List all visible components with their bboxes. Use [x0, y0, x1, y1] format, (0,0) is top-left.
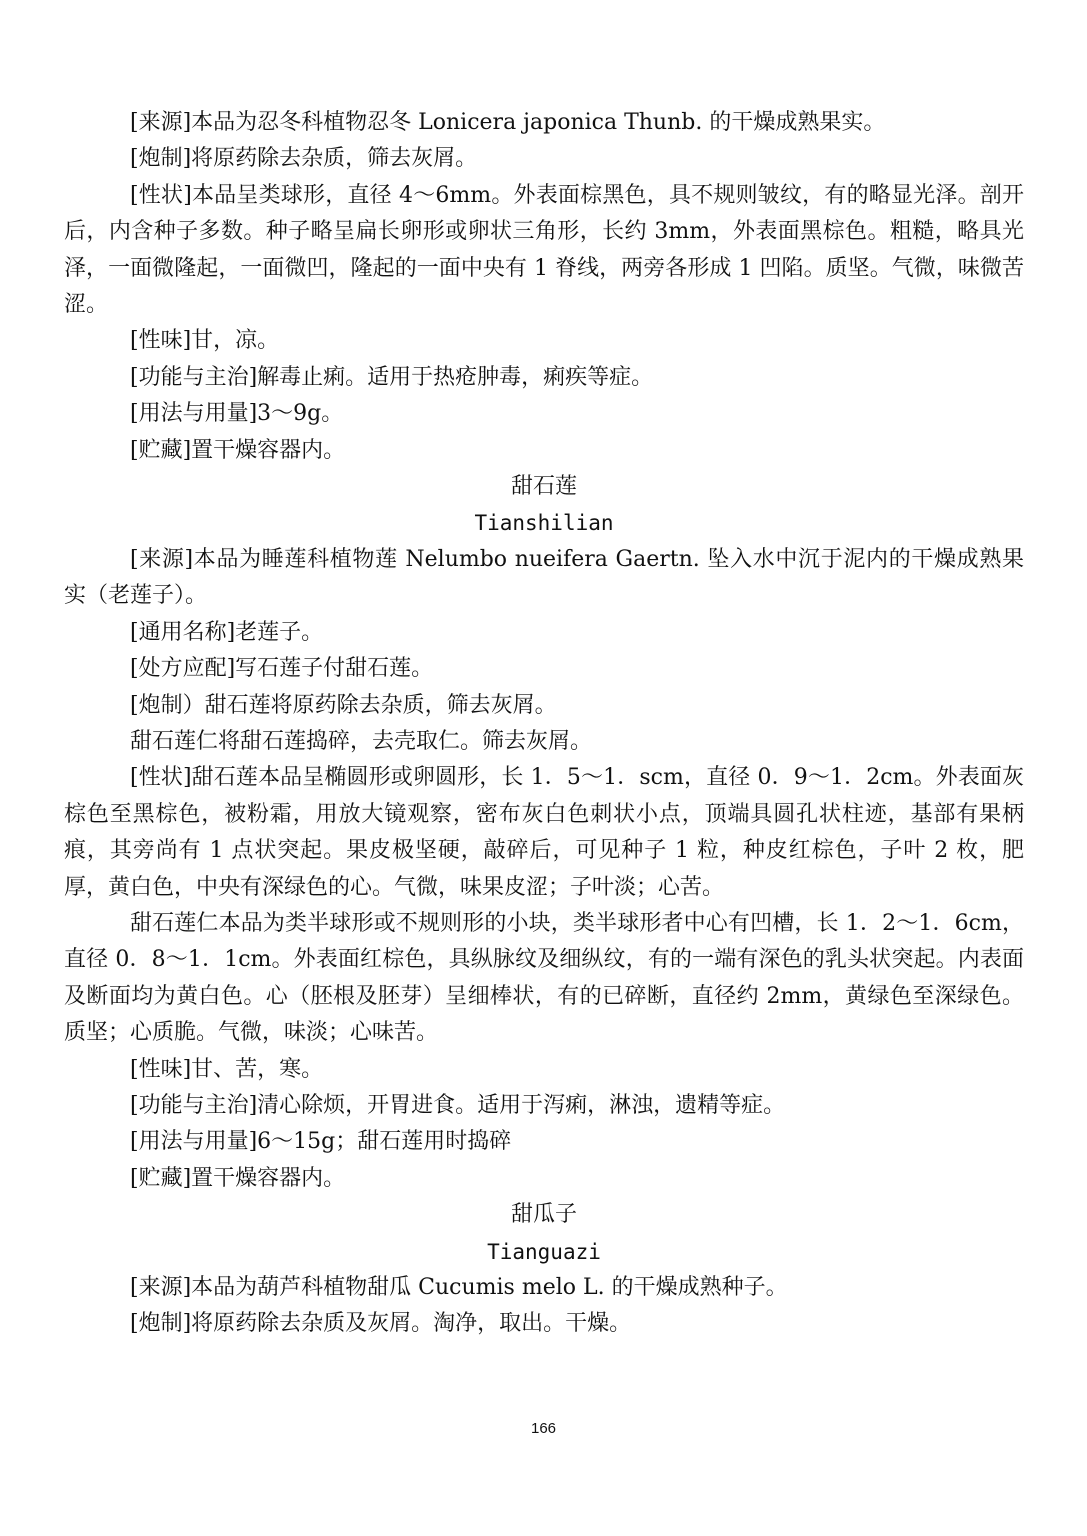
entry-pinyin: Tianguazi	[487, 1239, 601, 1264]
entry-title: 甜瓜子	[510, 1202, 577, 1228]
processing-paragraph: [炮制]将原药除去杂质及灰屑。淘净，取出。干燥。	[130, 1311, 632, 1337]
common-name-paragraph: [通用名称]老莲子。	[130, 619, 324, 645]
page-number: 166	[530, 1420, 557, 1437]
taste-paragraph: [性味]甘、苦，寒。	[130, 1056, 324, 1082]
entry-pinyin: Tianshilian	[474, 511, 614, 536]
processing-paragraph: [炮制]将原药除去杂质，筛去灰屑。	[130, 146, 478, 172]
taste-paragraph: [性味]甘，凉。	[130, 328, 280, 354]
dosage-paragraph: [用法与用量]6～15g；甜石莲用时捣碎	[130, 1129, 512, 1155]
processing-paragraph-2: 甜石莲仁将甜石莲捣碎，去壳取仁。筛去灰屑。	[130, 728, 593, 754]
source-paragraph: [来源]本品为葫芦科植物甜瓜 Cucumis melo L. 的干燥成熟种子。	[130, 1275, 788, 1300]
entry-title: 甜石莲	[510, 474, 577, 500]
properties-paragraph: [性状]甜石莲本品呈椭圆形或卵圆形，长 1．5～1．scm，直径 0．9～1．2cm。外表面灰棕色至黑棕色，被粉霜，用放大镜观察，密布灰白色刺状小点，顶端具圆孔状柱迹，基部有果柄痕，其旁尚有 1 点状突起。果皮极坚硬，敲碎后，可见种子 1 粒，种皮红棕色，子叶 2 枚，肥厚，黄白色，中央有深绿色的心。气微，味果皮涩；子叶淡；心苦。	[64, 765, 1025, 900]
page-content	[64, 105, 1024, 1343]
storage-paragraph: [贮藏]置干燥容器内。	[130, 1165, 346, 1191]
function-paragraph: [功能与主治]解毒止痢。适用于热疮肿毒，痢疾等症。	[130, 364, 654, 390]
storage-paragraph: [贮藏]置干燥容器内。	[130, 437, 346, 463]
properties-paragraph-2: 甜石莲仁本品为类半球形或不规则形的小块，类半球形者中心有凹槽，长 1．2～1．6cm，直径 0．8～1．1cm。外表面红棕色，具纵脉纹及细纵纹，有的一端有深色的乳头状突起。内表面及断面均为黄白色。心（胚根及胚芽）呈细棒状，有的已碎断，直径约 2mm，黄绿色至深绿色。质坚；心质脆。气微，味淡；心味苦。	[64, 910, 1024, 1046]
source-paragraph: [来源]本品为睡莲科植物莲 Nelumbo nueifera Gaertn. 坠入水中沉于泥内的干燥成熟果实（老莲子）。	[64, 546, 1024, 609]
source-paragraph: [来源]本品为忍冬科植物忍冬 Lonicera japonica Thunb. 的干燥成熟果实。	[130, 110, 886, 135]
processing-paragraph: [炮制）甜石莲将原药除去杂质，筛去灰屑。	[130, 692, 557, 718]
function-paragraph: [功能与主治]清心除烦，开胃进食。适用于泻痢，淋浊，遗精等症。	[130, 1092, 786, 1118]
dosage-paragraph: [用法与用量]3～9g。	[130, 401, 344, 427]
properties-paragraph: [性状]本品呈类球形，直径 4～6mm。外表面棕黑色，具不规则皱纹，有的略显光泽。剖开后，内含种子多数。种子略呈扁长卵形或卵状三角形，长约 3mm，外表面黑棕色。粗糙，略具光泽，一面微隆起，一面微凹，隆起的一面中央有 1 脊线，两旁各形成 1 凹陷。质坚。气微，味微苦涩。	[64, 182, 1024, 318]
prescription-paragraph: [处方应配]写石莲子付甜石莲。	[130, 656, 434, 682]
